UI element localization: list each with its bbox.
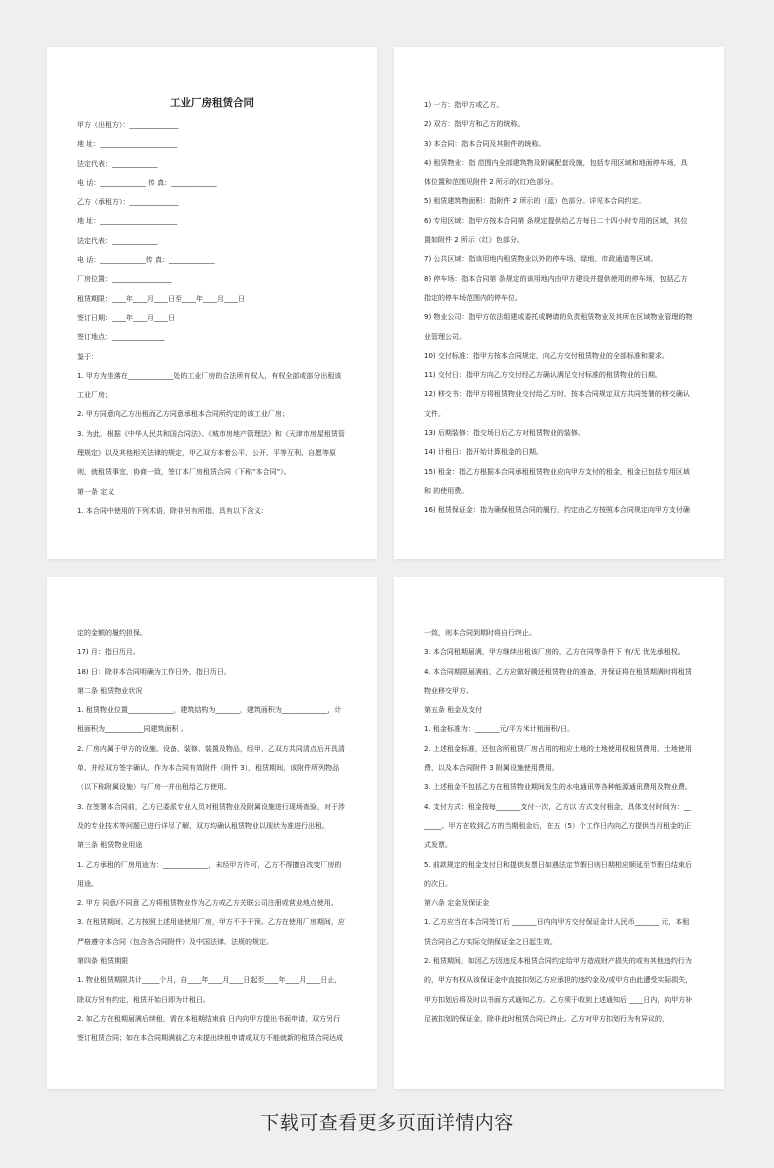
text-line: 2. 如乙方在租期届满后续租，需在本租期结束前 日内向甲方提出书面申请，双方另行签订租赁合同；如在本合同期满前乙方未提出续租申请或双方不能就新的租赁合同达成 xyxy=(77,1014,343,1043)
text-line: 定的金额的履约担保。 xyxy=(77,629,147,637)
text-line: 5. 前款规定的租金支付日和提供发票日如遇法定节假日则日期相应顺延至节假日结束后的次日。 xyxy=(424,860,692,888)
text-line: 1. 物业租赁期限共计_____个月，自____年____月____日起至____年____月____日止，除双方另有约定，租赁开始日即为计租日。 xyxy=(77,976,342,1004)
document-page-3 xyxy=(47,577,377,1089)
text-line: 地 址：______________________ xyxy=(77,140,178,149)
text-line: 第四条 租赁期限 xyxy=(77,957,129,966)
text-line: 乙方（承租方）：______________ xyxy=(77,198,179,207)
document-page-4 xyxy=(394,577,724,1089)
text-line: 电 话：_____________传 真：_____________ xyxy=(77,256,215,265)
text-line: 3. 本合同租期届满，甲方继续出租该厂房的，乙方在同等条件下 有/无 优先承租权。 xyxy=(424,648,685,657)
text-line: 10) 交付标准：指甲方按本合同规定，向乙方交付租赁物业的全部标准和要求。 xyxy=(424,351,669,360)
text-line: 法定代表：_____________ xyxy=(77,236,158,245)
text-line: 3. 为此，根据《中华人民共和国合同法》、《城市房地产管理法》和《天津市房屋租赁管理规定》以及其他相关法律的规定，甲乙双方本着公平、公开、平等互利、自愿等原则，就租赁事宜，协商一致，签订本厂房租赁合同（下称“本合同”）。 xyxy=(77,429,345,477)
page-3-body xyxy=(77,624,347,1049)
text-line: 3. 上述租金不包括乙方在租赁物业期间发生的水电通讯等各种能源通讯费用及物业费。 xyxy=(424,783,692,792)
text-line: 第二条 租赁物业状况 xyxy=(77,686,143,695)
text-line: 15) 租金：指乙方根据本合同承租租赁物业应向甲方支付的租金，租金已包括专用区域和 的使用费。 xyxy=(424,467,690,495)
page-1-body xyxy=(77,116,347,521)
text-line: 3) 本合同：指本合同及其附件的统称。 xyxy=(424,139,546,148)
text-line: 2. 厂房内属于甲方的设施、设备、装修、装置及物品，经甲、乙双方共同清点后开具清单，并经双方签字确认，作为本合同有效附件（附件 3），租赁期间，该附件所列物品（以下称附属设施）与厂房一并出租给乙方使用。 xyxy=(77,744,345,792)
text-line: 一致，则本合同到期时将自行终止。 xyxy=(424,629,536,637)
text-line: 5) 租赁建筑物面积：指附件 2 所示的（蓝）色部分。详见本合同约定。 xyxy=(424,197,646,206)
text-line: 4) 租赁物业：指 范围内全部建筑物及附属配套设施，包括专用区域和地面停车场，具体位置和范围见附件 2 所示的(红)色部分。 xyxy=(424,158,688,187)
text-line: 租赁期限：____年____月____日至____年____月____日 xyxy=(77,294,245,303)
text-line: 2) 双方：指甲方和乙方的统称。 xyxy=(424,120,525,129)
text-line: 4. 支付方式：租金按每_______支付一次，乙方以 方式支付租金，具体支付时间为：_______。甲方在收到乙方的当期租金后，在五（5）个工作日内向乙方提供当月租金的正式发票。 xyxy=(424,802,691,850)
text-line: 第六条 定金及保证金 xyxy=(424,899,490,908)
text-line: 1. 租金标准为：_______元/平方米计租面积/日。 xyxy=(424,725,575,734)
text-line: 第一条 定义 xyxy=(77,487,115,496)
text-line: 第五条 租金及支付 xyxy=(424,706,483,715)
text-line: 1. 乙方应当在本合同签订后 _______日内向甲方交付保证金计人民币_______ 元，本租赁合同自乙方实际交纳保证金之日起生效。 xyxy=(424,918,690,946)
document-page-2 xyxy=(394,47,724,559)
text-line: 6) 专用区域：指甲方按本合同第 条规定提供给乙方每日二十四小时专用的区域，其位置如附件 2 所示（红）色部分。 xyxy=(424,216,688,245)
text-line: 4. 本合同期限届满前，乙方应做好腾还租赁物业的准备，并保证将在租赁期满时将租赁物业移交甲方。 xyxy=(424,667,692,695)
text-line: 13) 后期装修：指交场日后乙方对租赁物业的装修。 xyxy=(424,429,585,438)
text-line: 签订地点：_______________ xyxy=(77,333,165,342)
text-line: 16) 租赁保证金：指为确保租赁合同的履行，约定由乙方按照本合同规定向甲方支付确 xyxy=(424,506,690,515)
text-line: 电 话：_____________ 传 真：_____________ xyxy=(77,178,217,187)
page-4-body xyxy=(424,624,694,1029)
text-line: 3. 在签署本合同前，乙方已委派专业人员对租赁物业及附属设施进行现场查验，对于涉及的专业技术等问题已进行详尽了解，双方均确认租赁物业以现状为准进行出租。 xyxy=(77,802,345,830)
text-line: 18) 日：除非本合同明确为工作日外，指日历日。 xyxy=(77,667,231,676)
text-line: 9) 物业公司：指甲方依法组建或委托或聘请的负责租赁物业及其所在区域物业管理的物业管理公司。 xyxy=(424,313,693,341)
page-2-body xyxy=(424,96,694,521)
text-line: 甲方（出租方）：______________ xyxy=(77,121,179,129)
text-line: 签订日期：____年____月____日 xyxy=(77,313,175,322)
contract-title: 工业厂房租赁合同 xyxy=(170,97,254,109)
text-line: 鉴于： xyxy=(77,352,98,361)
text-line: 1) 一方：指甲方或乙方。 xyxy=(424,101,504,109)
text-line: 1. 租赁物业位置_____________，建筑结构为_______，建筑面积为_____________，计租面积为___________同建筑面积 。 xyxy=(77,706,342,734)
text-line: 2. 租赁期间，如因乙方因违反本租赁合同约定给甲方造成财产损失的或有其他违约行为的，甲方有权从该保证金中直接扣划乙方应承担的违约金及/或甲方由此遭受实际损失，甲方扣划后将及时以书面方式通知乙方。乙方须于收到上述通知后 ____日内，向甲方补足被扣划的保证金，除非此时租赁合同已终止。乙方对甲方扣划行为有异议的， xyxy=(424,957,693,1023)
text-line: 1. 乙方承租的厂房用途为：_____________，未经甲方许可，乙方不得擅自改变厂房的用途。 xyxy=(77,860,342,888)
text-line: 2. 上述租金标准，还包含所租赁厂房占用的相应土地的土地使用权租赁费用、土地使用费，以及本合同附件 3 附属设施使用费用。 xyxy=(424,744,692,773)
text-line: 地 址：______________________ xyxy=(77,217,178,226)
text-line: 法定代表：_____________ xyxy=(77,159,158,168)
text-line: 1. 本合同中使用的下列术语，除非另有所指，具有以下含义： xyxy=(77,506,268,515)
text-line: 12) 移交书：指甲方将租赁物业交付给乙方时，按本合同规定双方共同签署的移交确认文件。 xyxy=(424,390,690,418)
text-line: 7) 公共区域：指该用地内租赁物业以外的停车场、绿地、市政通道等区域。 xyxy=(424,255,658,264)
download-more-caption[interactable]: 下载可查看更多页面详情内容 xyxy=(260,1112,514,1134)
text-line: 17) 月：指日历月。 xyxy=(77,648,140,657)
text-line: 1. 甲方为坐落在_____________处的工业厂房的合法所有权人，有权全部或部分出租该工业厂房； xyxy=(77,371,342,400)
text-line: 3. 在租赁期间，乙方按照上述用途使用厂房，甲方不予干预。乙方在使用厂房期间，应严格遵守本合同（包含各合同附件）及中国法律、法规的规定。 xyxy=(77,918,345,946)
text-line: 第三条 租赁物业用途 xyxy=(77,841,143,850)
text-line: 2. 甲方同意向乙方出租而乙方同意承租本合同所约定的该工业厂房； xyxy=(77,410,289,419)
text-line: 14) 计租日：指开始计算租金的日期。 xyxy=(424,448,543,457)
text-line: 厂房位置：_________________ xyxy=(77,275,172,284)
text-line: 11) 交付日：指甲方向乙方交付经乙方确认满足交付标准的租赁物业的日期。 xyxy=(424,371,662,380)
text-line: 2. 甲方 同意/不同意 乙方将租赁物业作为乙方或乙方关联公司注册或营业地点使用。 xyxy=(77,899,338,908)
document-page-1 xyxy=(47,47,377,559)
text-line: 8) 停车场：指本合同第 条规定的该用地内由甲方建设并提供使用的停车场，包括乙方指定的停车场范围内的停车位。 xyxy=(424,274,688,302)
